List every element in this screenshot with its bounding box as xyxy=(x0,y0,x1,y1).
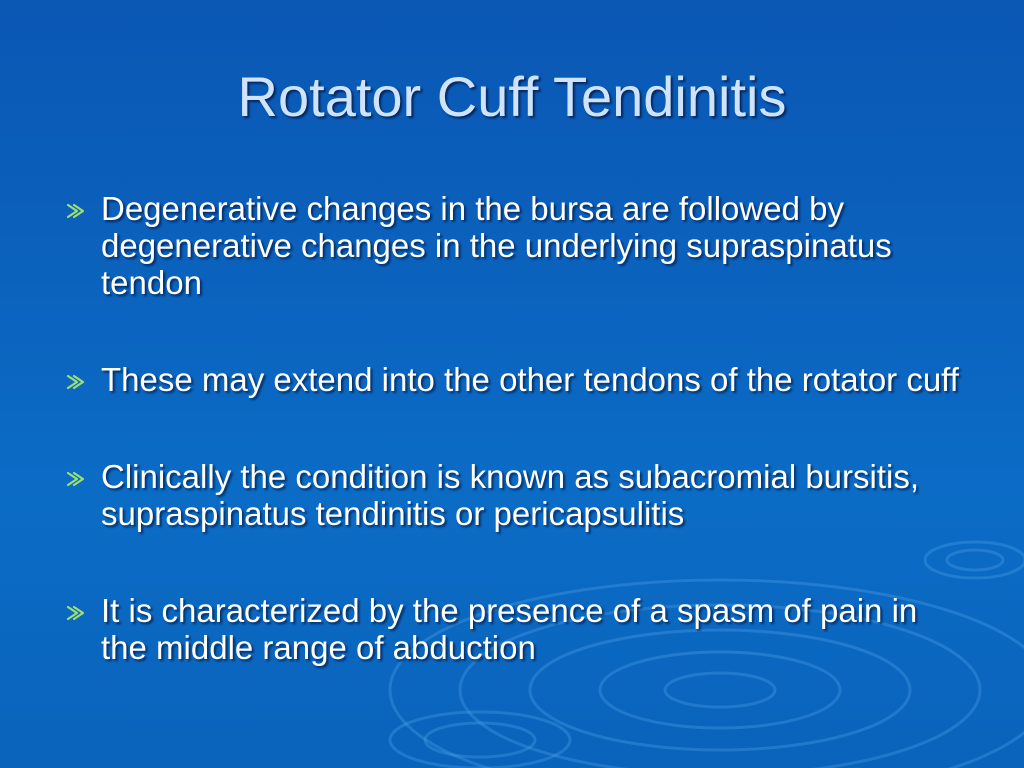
bullet-item xyxy=(66,190,971,301)
chevron-arrow-icon xyxy=(66,373,86,391)
bullet-text: It is characterized by the presence of a spasm of pain in the middle range of abduction xyxy=(101,592,918,666)
chevron-arrow-icon xyxy=(66,202,86,220)
chevron-arrow-icon xyxy=(66,604,86,622)
slide-title: Rotator Cuff Tendinitis xyxy=(237,65,787,128)
bullet-text: These may extend into the other tendons of the rotator cuff xyxy=(101,361,959,398)
bullet-item xyxy=(66,361,971,398)
bullet-list xyxy=(66,190,971,726)
bullet-text: Clinically the condition is known as subacromial bursitis, supraspinatus tendinitis or pericapsulitis xyxy=(101,458,920,532)
bullet-text: Degenerative changes in the bursa are followed by degenerative changes in the underlying supraspinatus tendon xyxy=(101,190,892,301)
chevron-arrow-icon xyxy=(66,470,86,488)
bullet-item xyxy=(66,458,971,532)
bullet-item xyxy=(66,592,971,666)
